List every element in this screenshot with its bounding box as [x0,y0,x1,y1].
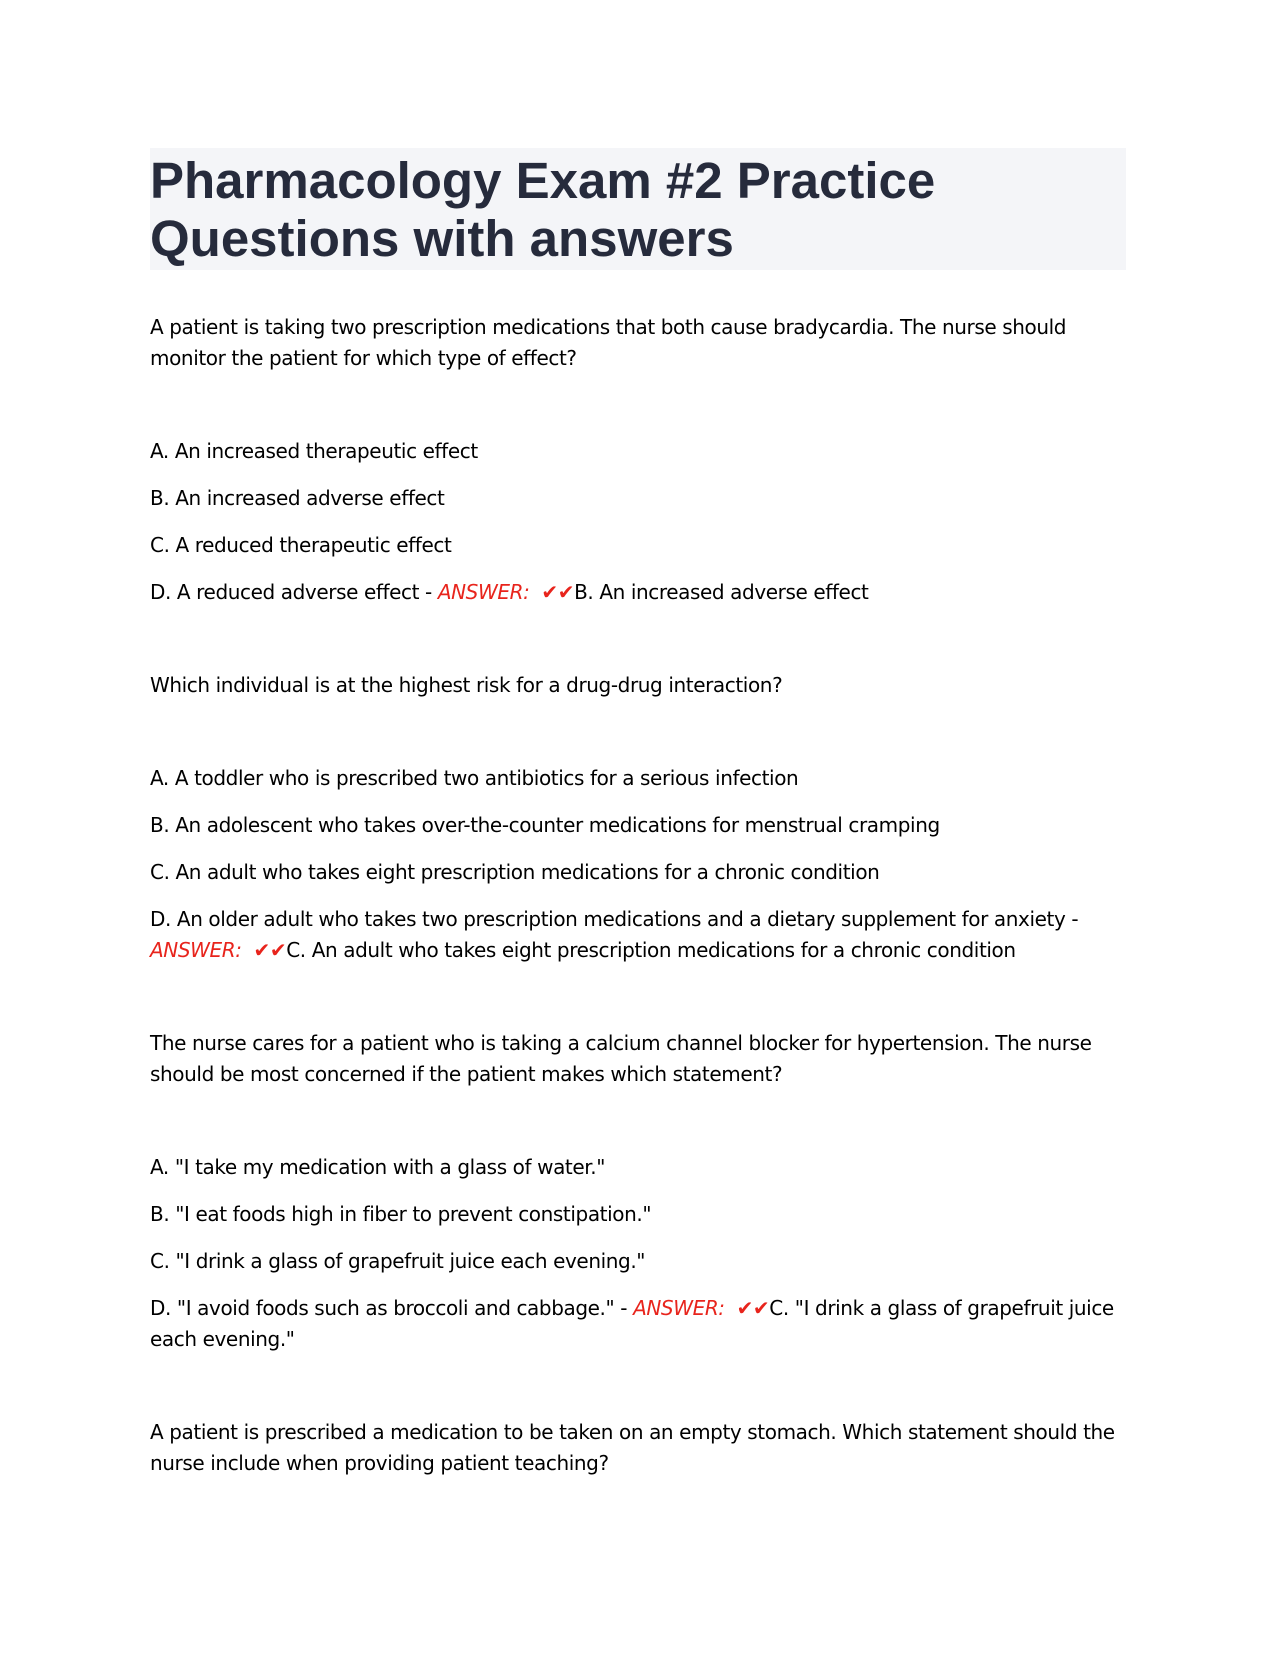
check-mark-icon: ✔✔ [736,1296,770,1320]
check-mark-icon: ✔✔ [541,580,575,604]
option-text: D. An older adult who takes two prescription medications and a dietary supplement for anxiety - [150,907,1079,931]
question-block [150,670,1126,966]
correct-answer: C. "I drink a glass of grapefruit juice each evening." [150,1296,1114,1351]
answer-option: C. An adult who takes eight prescription medications for a chronic condition [150,860,880,884]
title-banner [150,148,1126,270]
question-stem: A patient is taking two prescription medications that both cause bradycardia. The nurse should monitor the patient for which type of effect? [150,315,1067,370]
answer-option-with-answer [150,1293,1126,1355]
answer-label: ANSWER: [150,938,242,962]
answer-option: C. A reduced therapeutic effect [150,533,452,557]
option-text: D. A reduced adverse effect - [150,580,432,604]
document-page [150,148,1126,1541]
question-block [150,1028,1126,1355]
answer-option: B. An adolescent who takes over-the-counter medications for menstrual cramping [150,813,940,837]
answer-option: B. An increased adverse effect [150,486,445,510]
question-block [150,1417,1126,1479]
answer-option: A. An increased therapeutic effect [150,439,478,463]
answer-option: C. "I drink a glass of grapefruit juice each evening." [150,1249,646,1273]
check-mark-icon: ✔✔ [253,938,287,962]
answer-option-with-answer [150,904,1126,966]
correct-answer: C. An adult who takes eight prescription medications for a chronic condition [286,938,1016,962]
question-stem: Which individual is at the highest risk for a drug-drug interaction? [150,673,783,697]
answer-option: A. A toddler who is prescribed two antibiotics for a serious infection [150,766,799,790]
question-stem: The nurse cares for a patient who is taking a calcium channel blocker for hypertension. The nurse should be most concerned if the patient makes which statement? [150,1031,1092,1086]
question-block [150,312,1126,608]
answer-option-with-answer [150,577,1126,608]
correct-answer: B. An increased adverse effect [574,580,869,604]
option-text: D. "I avoid foods such as broccoli and cabbage." - [150,1296,628,1320]
answer-option: B. "I eat foods high in fiber to prevent constipation." [150,1202,652,1226]
answer-label: ANSWER: [633,1296,725,1320]
answer-label: ANSWER: [437,580,530,604]
document-title: Pharmacology Exam #2 Practice Questions with answers [150,152,936,267]
answer-option: A. "I take my medication with a glass of water." [150,1155,606,1179]
question-stem: A patient is prescribed a medication to be taken on an empty stomach. Which statement should the nurse include when providing patient teaching? [150,1420,1115,1475]
